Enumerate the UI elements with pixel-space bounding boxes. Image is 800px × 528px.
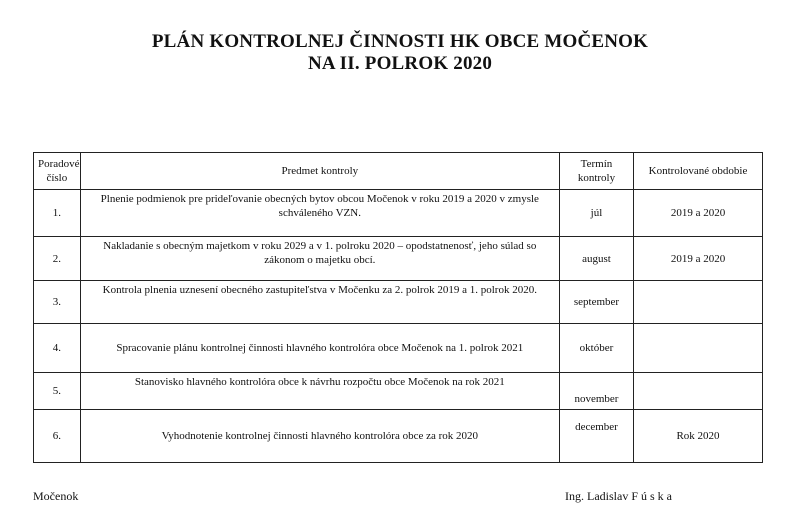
row-term: december bbox=[559, 410, 633, 463]
row-number: 2. bbox=[34, 237, 81, 281]
table-row bbox=[34, 373, 763, 410]
row-subject: Vyhodnotenie kontrolnej činnosti hlavného kontrolóra obce za rok 2020 bbox=[80, 410, 559, 463]
footer-place: Močenok bbox=[33, 489, 79, 503]
table-row bbox=[34, 190, 763, 237]
row-subject: Nakladanie s obecným majetkom v roku 2029 a v 1. polroku 2020 – opodstatnenosť, jeho súlad so zákonom o majetku obcí. bbox=[80, 237, 559, 281]
row-period: 2019 a 2020 bbox=[634, 237, 763, 281]
document-title-line1: PLÁN KONTROLNEJ ČINNOSTI HK OBCE MOČENOK bbox=[151, 31, 649, 52]
row-number: 6. bbox=[34, 410, 81, 463]
header-number: Poradové číslo bbox=[34, 153, 81, 190]
table-header-row bbox=[34, 153, 763, 190]
row-number: 5. bbox=[34, 373, 81, 410]
row-term: október bbox=[559, 324, 633, 373]
row-period: 2019 a 2020 bbox=[634, 190, 763, 237]
table-row bbox=[34, 324, 763, 373]
row-number: 3. bbox=[34, 281, 81, 324]
row-term: november bbox=[559, 373, 633, 410]
row-period bbox=[634, 373, 763, 410]
row-term: august bbox=[559, 237, 633, 281]
header-period: Kontrolované obdobie bbox=[634, 153, 763, 190]
row-period bbox=[634, 324, 763, 373]
header-subject: Predmet kontroly bbox=[80, 153, 559, 190]
row-subject: Spracovanie plánu kontrolnej činnosti hlavného kontrolóra obce Močenok na 1. polrok 2021 bbox=[80, 324, 559, 373]
table-row bbox=[34, 281, 763, 324]
footer-signature: Ing. Ladislav F ú s k a bbox=[565, 489, 672, 503]
row-number: 1. bbox=[34, 190, 81, 237]
row-term: júl bbox=[559, 190, 633, 237]
row-period bbox=[634, 281, 763, 324]
row-number: 4. bbox=[34, 324, 81, 373]
row-subject: Plnenie podmienok pre prideľovanie obecných bytov obcou Močenok v roku 2019 a 2020 v zmysle schváleného VZN. bbox=[80, 190, 559, 237]
row-term: september bbox=[559, 281, 633, 324]
row-period: Rok 2020 bbox=[634, 410, 763, 463]
document-title-line2: NA II. POLROK 2020 bbox=[307, 53, 493, 74]
header-term: Termín kontroly bbox=[559, 153, 633, 190]
table-row bbox=[34, 237, 763, 281]
table-row bbox=[34, 410, 763, 463]
row-subject: Kontrola plnenia uznesení obecného zastupiteľstva v Močenku za 2. polrok 2019 a 1. polrok 2020. bbox=[80, 281, 559, 324]
row-subject: Stanovisko hlavného kontrolóra obce k návrhu rozpočtu obce Močenok na rok 2021 bbox=[80, 373, 559, 410]
control-plan-table bbox=[33, 152, 763, 463]
